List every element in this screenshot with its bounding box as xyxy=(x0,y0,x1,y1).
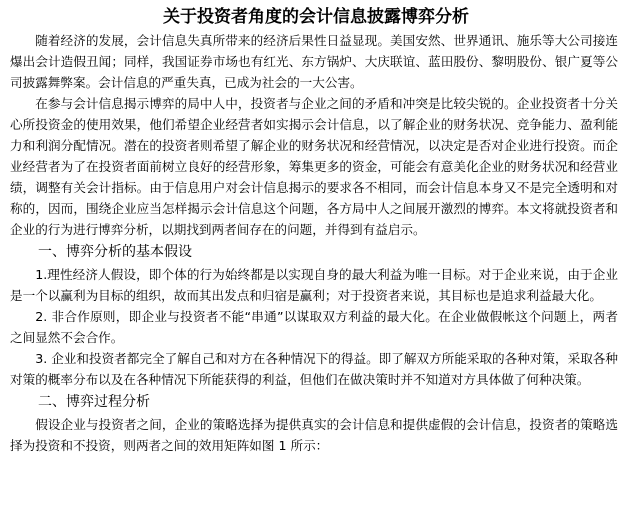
hypothesis-2: 2. 非合作原则，即企业与投资者不能“串通”以谋取双方利益的最大化。在企业做假帐这个问题上，两者之间显然不会合作。 xyxy=(10,309,618,345)
section-heading-2: 二、博弈过程分析 xyxy=(38,394,150,410)
document-body xyxy=(0,30,632,456)
hypothesis-1: 1.理性经济人假设，即个体的行为始终都是以实现自身的最大利益为唯一目标。对于企业来说，由于企业是一个以赢利为目标的组织，故而其出发点和归宿是赢利；对于投资者来说，其目标也是追求利益最大化。 xyxy=(10,267,618,303)
intro-paragraph-2: 在参与会计信息揭示博弈的局中人中，投资者与企业之间的矛盾和冲突是比较尖锐的。企业投资者十分关心所投资金的使用效果，他们希望企业经营者如实揭示会计信息，以了解企业的财务状况、竞争能力、盈利能力和利润分配情况。潜在的投资者则希望了解企业的财务状况和经营情况，以决定是否对企业进行投资。而企业经营者为了在投资者面前树立良好的经营形象，筹集更多的资金，可能会有意美化企业的财务状况和经营业绩，调整有关会计指标。由于信息用户对会计信息揭示的要求各不相同，而会计信息本身又不是完全透明和对称的，因而，围绕企业应当怎样揭示会计信息这个问题，各方局中人之间展开激烈的博弈。本文将就投资者和企业的行为进行博弈分析，以期找到两者间存在的问题，并得到有益启示。 xyxy=(10,96,618,237)
document-title: 关于投资者角度的会计信息披露博弈分析 xyxy=(163,7,469,27)
section-2-paragraph: 假设企业与投资者之间，企业的策略选择为提供真实的会计信息和提供虚假的会计信息，投资者的策略选择为投资和不投资，则两者之间的效用矩阵如图 1 所示： xyxy=(10,417,618,453)
section-heading-1: 一、博弈分析的基本假设 xyxy=(38,244,192,260)
hypothesis-3: 3. 企业和投资者都完全了解自己和对方在各种情况下的得益。即了解双方所能采取的各种对策，采取各种对策的概率分布以及在各种情况下所能获得的利益，但他们在做决策时并不知道对方具体做了何种决策。 xyxy=(10,351,618,387)
intro-paragraph-1: 随着经济的发展，会计信息失真所带来的经济后果性日益显现。美国安然、世界通讯、施乐等大公司接连爆出会计造假丑闻；同样，我国证券市场也有红光、东方锅炉、大庆联谊、蓝田股份、黎明股份、银广夏等公司披露舞弊案。会计信息的严重失真，已成为社会的一大公害。 xyxy=(10,33,618,90)
